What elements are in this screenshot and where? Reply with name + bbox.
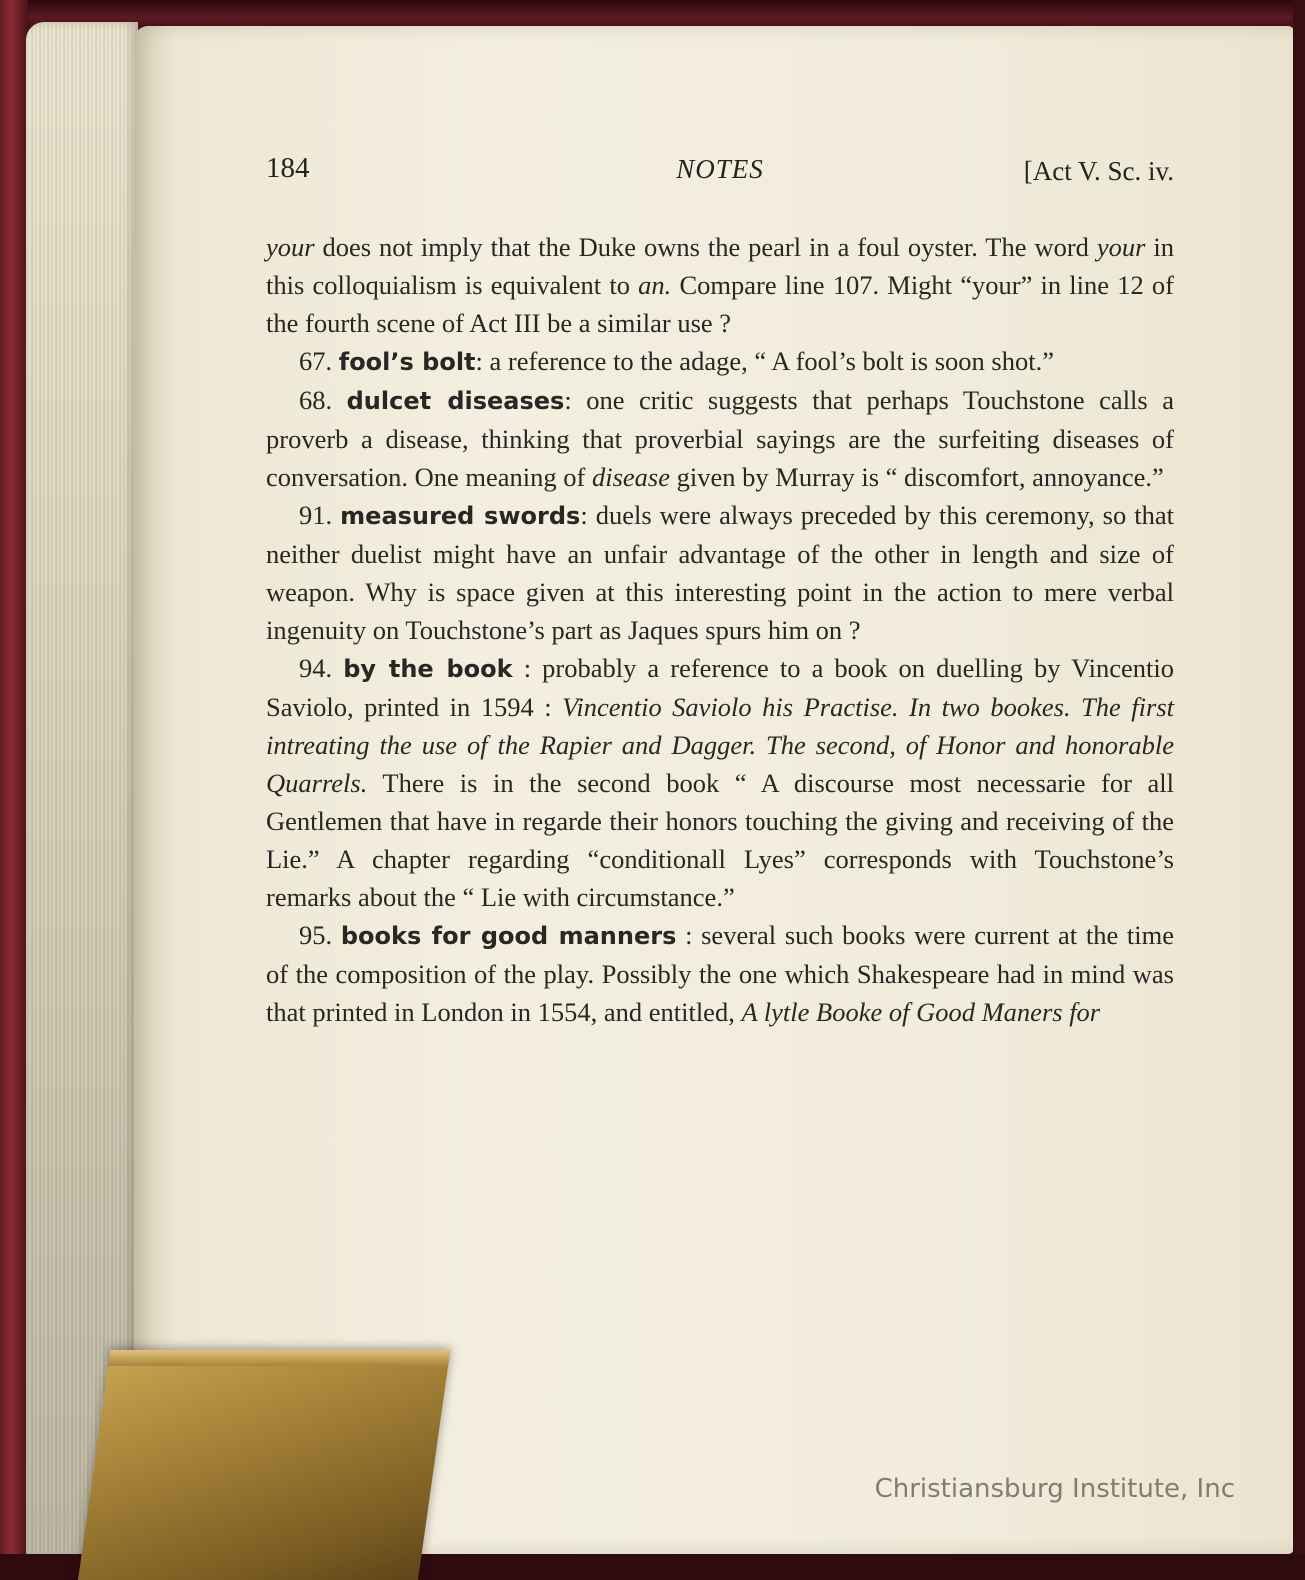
notes-text — [266, 228, 1174, 1031]
text-segment: disease — [592, 462, 671, 492]
text-segment: an. — [638, 270, 672, 300]
page-number: 184 — [266, 152, 310, 184]
note-number: 94. — [299, 653, 333, 683]
note-headword: by the book — [343, 655, 513, 683]
text-segment: : probably a reference to a book on duelling by Vincentio Saviolo, printed in 1594 : — [266, 653, 1175, 722]
note-number: 68. — [299, 385, 333, 415]
text-segment: your — [266, 232, 315, 262]
text-segment: There is in the second book “ A discourse most necessarie for all Gentlemen that have in regarde their honors touching the giving and receiving of the Lie.” A chapter regarding “conditionall Lyes” corresponds with Touchstone’s remarks about the “ Lie with circumstance.” — [266, 768, 1174, 912]
text-segment: : several such books were current at the time of the composition of the play. Possibly the one which Shakespeare had in mind was that printed in London in 1554, and entitled, — [266, 920, 1175, 1027]
note-number: 91. — [299, 500, 333, 530]
note-paragraph — [266, 228, 1174, 342]
note-paragraph — [266, 342, 1174, 381]
watermark: Christiansburg Institute, Inc — [874, 1474, 1235, 1504]
note-headword: fool’s bolt — [338, 348, 476, 376]
note-number: 67. — [299, 346, 333, 376]
text-segment: : duels were always preceded by this ceremony, so that neither duelist might have an unfair advantage of the other in length and size of weapon. Why is space given at this interesting point in the action to mere verbal ingenuity on Touchstone’s part as Jaques spurs him on ? — [266, 500, 1175, 645]
note-headword: books for good manners — [340, 922, 677, 950]
text-segment: given by Murray is “ discomfort, annoyance.” — [670, 462, 1164, 492]
text-segment: Vincentio Saviolo his Practise. In two bookes. The first intreating the use of the Rapier and Dagger. The second, of Honor and honorable Quarrels. — [266, 692, 1175, 798]
text-segment: in this colloquialism is equivalent to — [266, 232, 1174, 300]
note-paragraph — [266, 496, 1174, 649]
book-cover-left — [0, 0, 28, 1580]
note-paragraph — [266, 381, 1174, 496]
text-segment: Compare line 107. Might “your” in line 12 of the fourth scene of Act III be a similar use ? — [266, 270, 1174, 338]
note-number: 95. — [299, 920, 333, 950]
running-head — [266, 152, 1174, 192]
text-segment: : one critic suggests that perhaps Touchstone calls a proverb a disease, thinking that proverbial sayings are the surfeiting diseases of conversation. One meaning of — [266, 385, 1174, 492]
gilt-ribbon-marker — [78, 1350, 450, 1580]
note-paragraph — [266, 649, 1174, 916]
text-segment: does not imply that the Duke owns the pearl in a foul oyster. The word — [314, 232, 1097, 262]
note-paragraph — [266, 916, 1174, 1031]
page-edges — [26, 22, 138, 1562]
book-cover-right — [1293, 0, 1305, 1580]
running-act: [Act V. Sc. iv. — [1023, 156, 1174, 186]
text-segment: your — [1096, 232, 1146, 262]
running-title: NOTES — [676, 154, 764, 184]
note-headword: dulcet diseases — [346, 387, 565, 415]
note-headword: measured swords — [340, 502, 581, 530]
text-segment: A lytle Booke of Good Maners for — [741, 997, 1101, 1027]
text-segment: : a reference to the adage, “ A fool’s bolt is soon shot.” — [475, 346, 1054, 376]
